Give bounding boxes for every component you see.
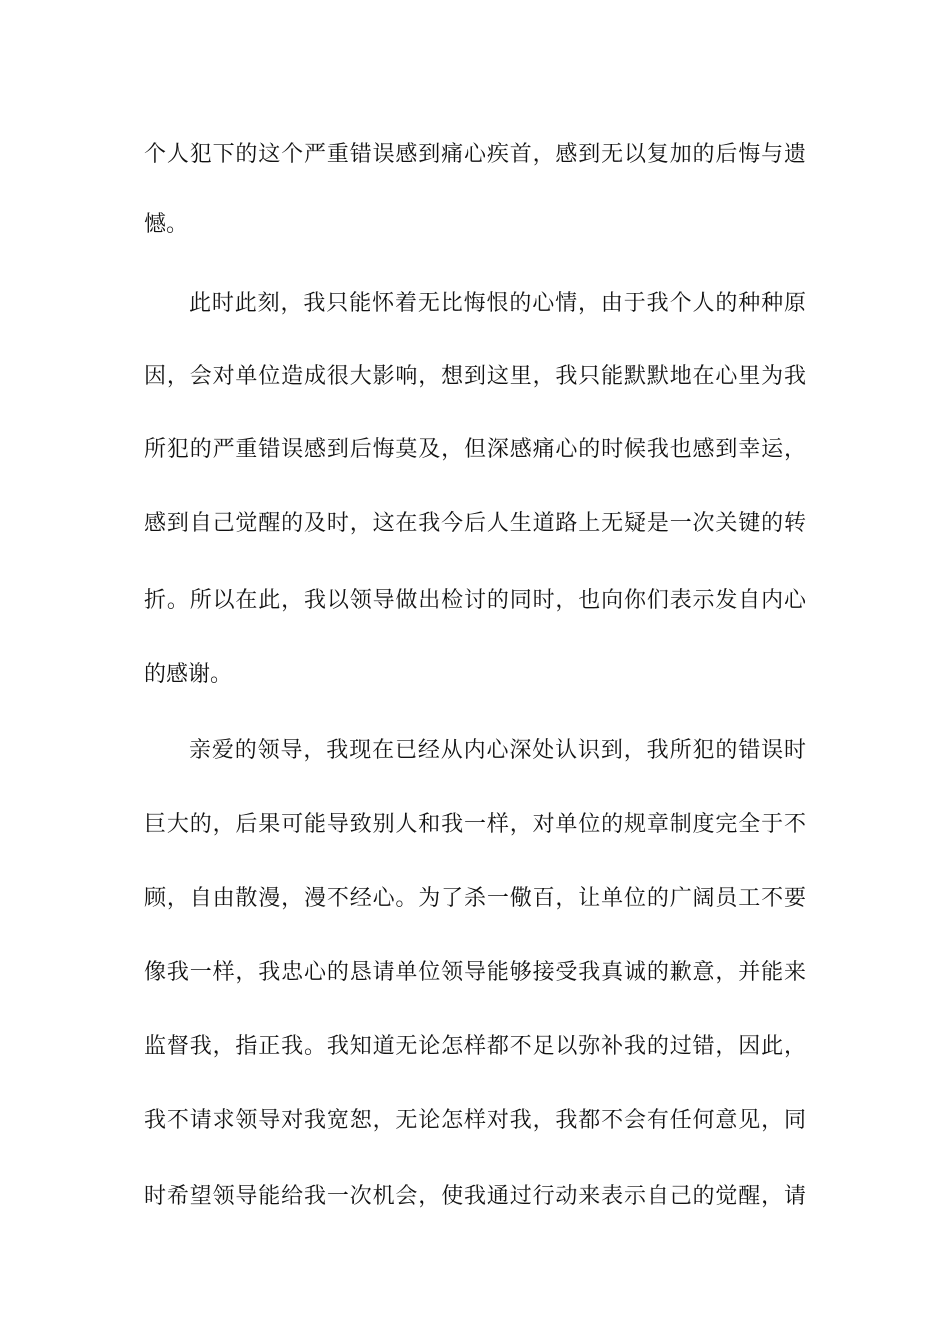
paragraph-2-line-5: 折。所以在此，我以领导做出检讨的同时，也向你们表示发自内心	[144, 588, 806, 613]
paragraph-3-line-7: 时希望领导能给我一次机会，使我通过行动来表示自己的觉醒，请	[144, 1184, 806, 1209]
paragraph-2-line-1: 此时此刻，我只能怀着无比悔恨的心情，由于我个人的种种原	[189, 291, 806, 316]
paragraph-3-line-1: 亲爱的领导，我现在已经从内心深处认识到，我所犯的错误时	[189, 738, 806, 763]
paragraph-1-line-2: 憾。	[144, 212, 189, 237]
paragraph-2-line-2: 因，会对单位造成很大影响，想到这里，我只能默默地在心里为我	[144, 364, 806, 389]
paragraph-2-line-6: 的感谢。	[144, 662, 233, 687]
paragraph-3-line-5: 监督我，指正我。我知道无论怎样都不足以弥补我的过错，因此，	[144, 1034, 806, 1059]
paragraph-3-line-6: 我不请求领导对我宽恕，无论怎样对我，我都不会有任何意见，同	[144, 1108, 806, 1133]
paragraph-1-line-1: 个人犯下的这个严重错误感到痛心疾首，感到无以复加的后悔与遗	[144, 142, 806, 167]
paragraph-3-line-2: 巨大的，后果可能导致别人和我一样，对单位的规章制度完全于不	[144, 812, 806, 837]
paragraph-2-line-3: 所犯的严重错误感到后悔莫及，但深感痛心的时候我也感到幸运，	[144, 437, 806, 462]
paragraph-2-line-4: 感到自己觉醒的及时，这在我今后人生道路上无疑是一次关键的转	[144, 511, 806, 536]
paragraph-3-line-4: 像我一样，我忠心的恳请单位领导能够接受我真诚的歉意，并能来	[144, 960, 806, 985]
paragraph-3-line-3: 顾，自由散漫，漫不经心。为了杀一儆百，让单位的广阔员工不要	[144, 886, 806, 911]
